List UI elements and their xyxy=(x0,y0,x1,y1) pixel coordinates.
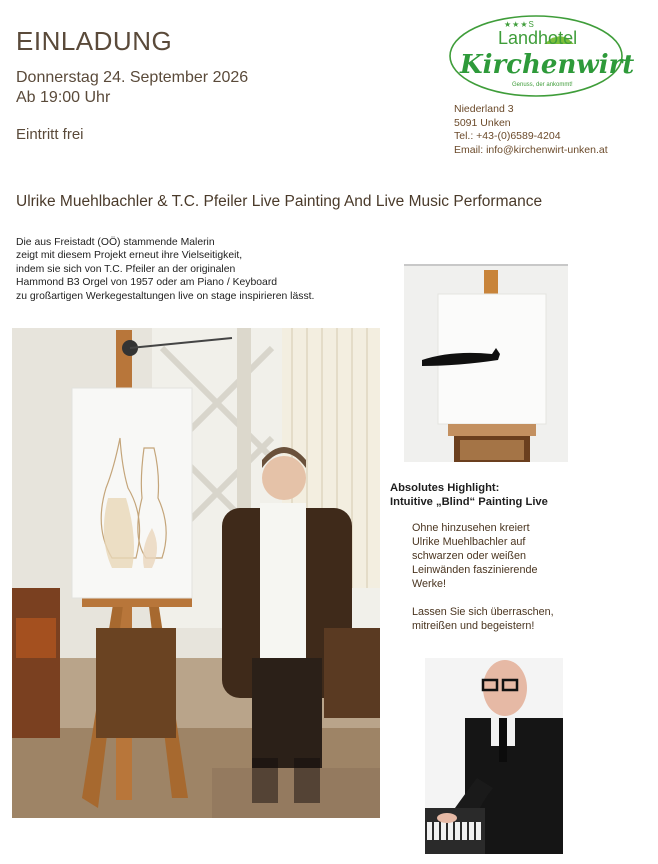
hotel-logo xyxy=(448,14,635,98)
contact-street: Niederland 3 xyxy=(454,103,514,115)
highlight-line: Werke! xyxy=(412,578,446,590)
highlight-line: Ulrike Muehlbachler auf xyxy=(412,536,526,548)
intro-line: Hammond B3 Orgel von 1957 oder am Piano / Keyboard xyxy=(16,277,278,289)
highlight-title: Absolutes Highlight: xyxy=(390,482,500,494)
intro-line: zu großartigen Werkegestaltungen live on stage inspirieren lässt. xyxy=(16,290,315,302)
logo-tagline: Genuss, der ankommt! xyxy=(512,82,573,88)
highlight-subtitle: Intuitive „Blind“ Painting Live xyxy=(390,496,548,508)
closing-line: Lassen Sie sich überraschen, xyxy=(412,606,554,618)
logo-name-main: Kirchenwirt xyxy=(460,50,635,80)
intro-line: Die aus Freistadt (OÖ) stammende Malerin xyxy=(16,237,215,248)
event-headline: Ulrike Muehlbachler & T.C. Pfeiler Live Painting And Live Music Performance xyxy=(16,193,543,210)
logo-name-top: Landhotel xyxy=(498,28,578,48)
event-date-block xyxy=(16,68,248,108)
intro-line: indem sie sich von T.C. Pfeiler an der originalen xyxy=(16,263,236,275)
entry-info: Eintritt frei xyxy=(16,126,84,143)
artist-photo xyxy=(12,328,380,818)
closing-line: mitreißen und begeistern! xyxy=(412,620,535,632)
intro-text xyxy=(16,236,396,303)
page-title: EINLADUNG xyxy=(16,26,173,56)
contact-phone: Tel.: +43-(0)6589-4204 xyxy=(454,130,561,142)
contact-email: Email: info@kirchenwirt-unken.at xyxy=(454,143,608,156)
highlight-line: schwarzen oder weißen xyxy=(412,550,527,562)
logo-stars: ★★★S xyxy=(504,20,535,29)
event-time: Ab 19:00 Uhr xyxy=(16,89,111,106)
pianist-photo xyxy=(425,658,563,854)
highlight-heading xyxy=(390,481,548,509)
intro-line: zeigt mit diesem Projekt erneut ihre Vielseitigkeit, xyxy=(16,250,243,262)
canvas-photo xyxy=(404,264,568,462)
contact-block xyxy=(454,103,608,157)
highlight-line: Leinwänden faszinierende xyxy=(412,564,538,576)
highlight-body xyxy=(412,521,592,633)
contact-city: 5091 Unken xyxy=(454,116,511,129)
highlight-line: Ohne hinzusehen kreiert xyxy=(412,522,530,534)
event-date: Donnerstag 24. September 2026 xyxy=(16,69,249,86)
